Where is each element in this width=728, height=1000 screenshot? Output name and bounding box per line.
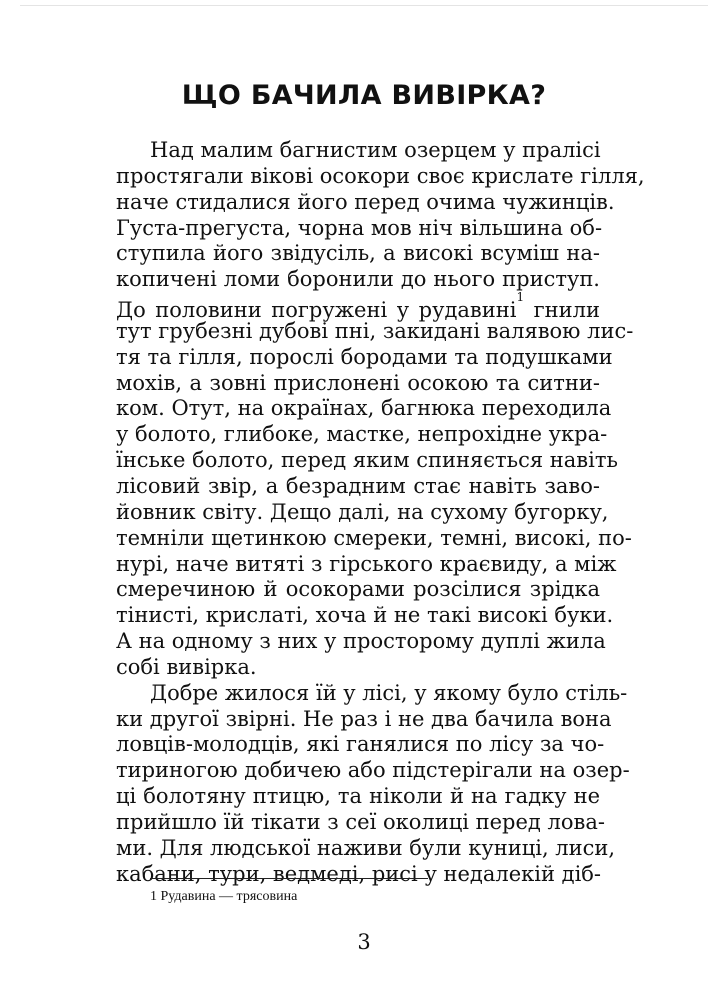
text-line: Добре жилося їй у лісі, у якому було стіль-	[150, 680, 628, 705]
text-segment: До половини погружені у рудавині	[116, 298, 517, 323]
text-line: ки другої звірні. Не раз і не два бачила вона	[116, 706, 612, 731]
text-line: ступила його звідусіль, а високі всуміш на-	[116, 241, 600, 266]
page-top-edge	[20, 0, 708, 6]
text-line: копичені ломи боронили до нього приступ.	[116, 267, 600, 292]
text-line-with-footnote	[116, 290, 601, 323]
text-line: тя та гілля, порослі бородами та подушками	[116, 344, 613, 369]
footnote: 1 Рудавина — трясовина	[150, 889, 298, 904]
text-line: простягали вікові осокори своє крислате гілля,	[116, 163, 645, 188]
text-line: собі вивірка.	[116, 654, 257, 679]
body-text	[116, 138, 645, 887]
text-line: йовник світу. Дещо далі, на сухому бугорку,	[116, 499, 609, 524]
text-line: тінисті, крислаті, хоча й не такі високі буки.	[116, 603, 614, 628]
page-number: 3	[357, 930, 371, 954]
text-line: смеречиною й осокорами розсілися зрідка	[116, 577, 600, 602]
text-line: темніли щетинкою смереки, темні, високі, по-	[116, 525, 632, 550]
text-line: нурі, наче витяті з гірського краєвиду, а між	[116, 551, 617, 576]
text-line: А на одному з них у просторому дуплі жила	[116, 629, 606, 654]
text-line: ком. Отут, на окраїнах, багнюка переходила	[116, 396, 612, 421]
text-segment: гнили	[533, 298, 601, 323]
text-line: тут грубезні дубові пні, закидані валявою лис-	[116, 318, 634, 343]
text-line: лісовий звір, а безрадним стає навіть заво-	[116, 473, 600, 498]
chapter-title: ЩО БАЧИЛА ВИВІРКА?	[181, 80, 547, 111]
text-line: Над малим багнистим озерцем у пралісі	[150, 138, 601, 162]
text-line: прийшло їй тікати з сеї околиці перед лова-	[116, 809, 605, 834]
text-line: тириногою добичею або підстерігали на озер-	[116, 758, 630, 783]
text-line: ловців-молодців, які ганялися по лісу за чо-	[116, 732, 605, 757]
text-line: кабани, тури, ведмеді, рисі у недалекій діб-	[116, 861, 602, 886]
text-line: у болото, глибоке, мастке, непрохідне укра-	[116, 422, 608, 447]
footnote-divider	[150, 878, 428, 879]
text-line: Густа-прегуста, чорна мов ніч вільшина об-	[116, 215, 603, 240]
text-line: наче стидалися його перед очима чужинців.	[116, 189, 615, 214]
text-line: мохів, а зовні прислонені осокою та ситни-	[116, 370, 600, 395]
text-line: ми. Для людської наживи були куниці, лиси,	[116, 835, 616, 860]
footnote-reference: 1	[516, 290, 525, 305]
text-line: їнське болото, перед яким спиняється навіть	[116, 448, 618, 473]
text-line: ці болотяну птицю, та ніколи й на гадку не	[116, 784, 600, 809]
